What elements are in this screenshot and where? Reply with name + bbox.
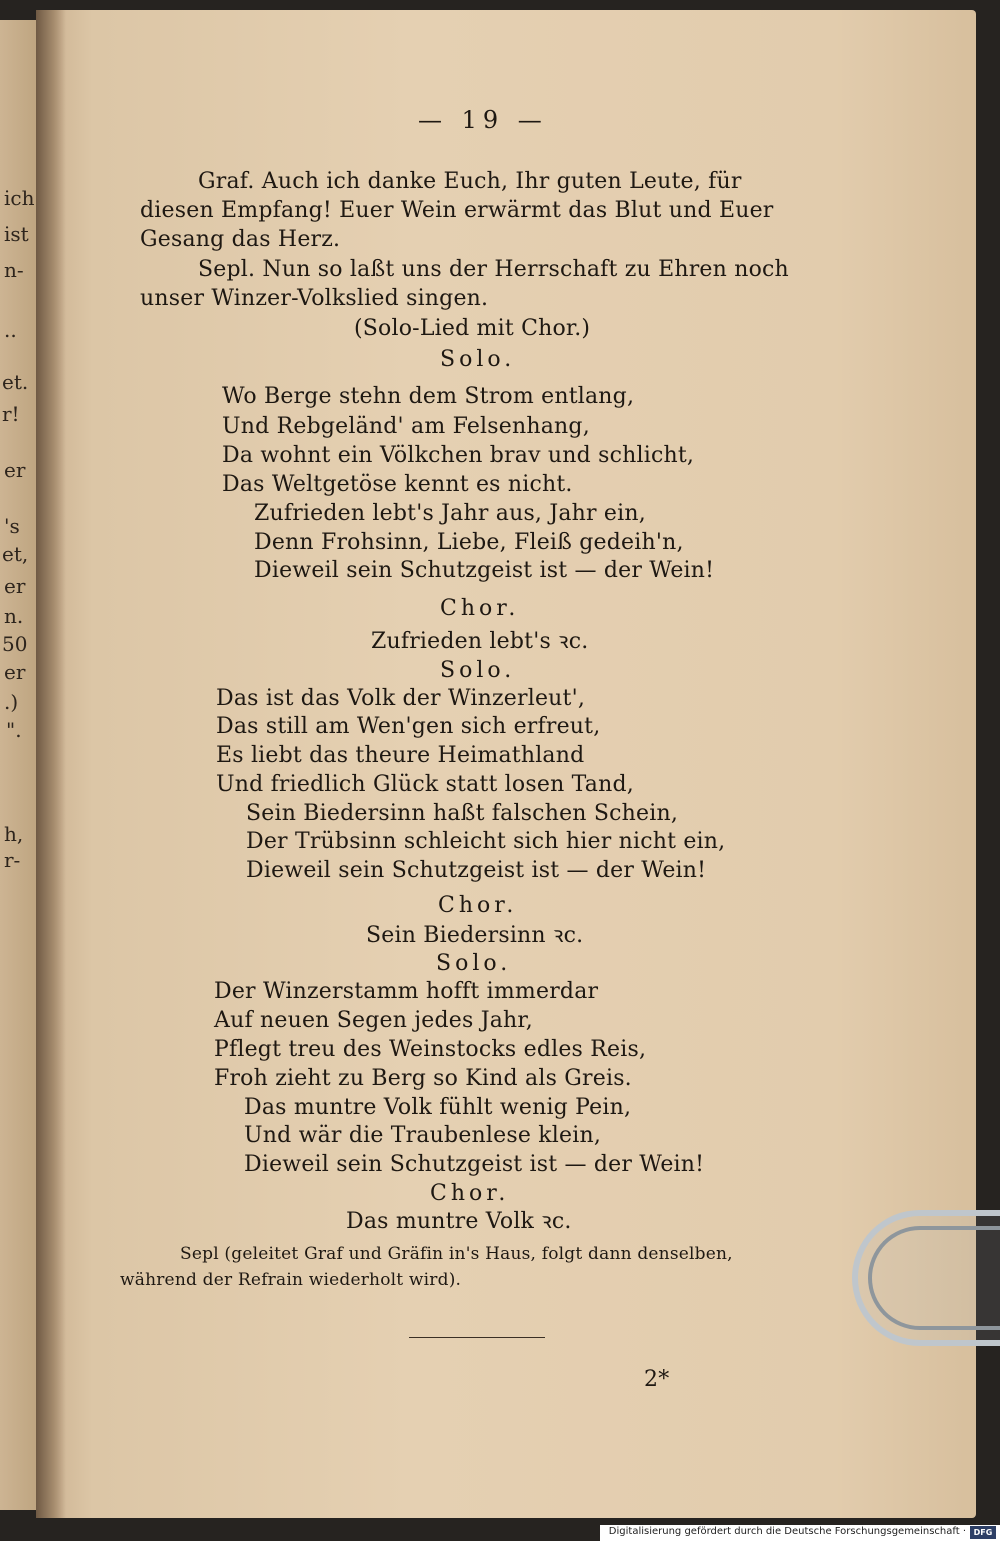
- verse-line: Und wär die Traubenlese klein,: [244, 1123, 602, 1148]
- section-label: Solo.: [436, 951, 512, 976]
- signature-mark: 2*: [644, 1367, 670, 1392]
- facing-page-fragment: ..: [4, 318, 17, 342]
- verse-line: Da wohnt ein Völkchen brav und schlicht,: [222, 443, 695, 468]
- paper-clip-inner: [868, 1226, 1000, 1330]
- verse-line: Und Rebgeländ' am Felsenhang,: [222, 414, 590, 439]
- verse-line: Das muntre Volk fühlt wenig Pein,: [244, 1095, 632, 1120]
- facing-page-strip: [0, 20, 40, 1510]
- verse-line: Dieweil sein Schutzgeist ist — der Wein!: [244, 1152, 705, 1177]
- refrain-line: Zufrieden lebt's ꝛc.: [371, 629, 589, 654]
- facing-page-fragment: 50: [2, 632, 28, 656]
- facing-page-fragment: r-: [4, 848, 21, 872]
- facing-page-fragment: er: [4, 574, 26, 598]
- verse-line: Das ist das Volk der Winzerleut',: [216, 686, 586, 711]
- verse-line: Und friedlich Glück statt losen Tand,: [216, 772, 634, 797]
- verse-line: Sein Biedersinn haßt falschen Schein,: [246, 801, 679, 826]
- facing-page-fragment: .): [4, 690, 19, 714]
- verse-line: Das Weltgetöse kennt es nicht.: [222, 472, 573, 497]
- section-label: Chor.: [430, 1181, 510, 1206]
- facing-page-fragment: er: [4, 458, 26, 482]
- text-line: Graf. Auch ich danke Euch, Ihr guten Leute, für: [198, 169, 742, 194]
- facing-page-fragment: er: [4, 660, 26, 684]
- section-label: Solo.: [440, 658, 516, 683]
- facing-page-fragment: ist: [4, 222, 29, 246]
- verse-line: Froh zieht zu Berg so Kind als Greis.: [214, 1066, 632, 1091]
- stage-direction: während der Refrain wiederholt wird).: [120, 1270, 462, 1290]
- text-line: Sepl. Nun so laßt uns der Herrschaft zu Ehren noch: [198, 257, 789, 282]
- facing-page-fragment: ".: [6, 718, 22, 742]
- facing-page-fragment: 's: [4, 514, 20, 538]
- facing-page-fragment: n.: [4, 604, 24, 628]
- verse-line: Zufrieden lebt's Jahr aus, Jahr ein,: [254, 501, 646, 526]
- verse-line: Auf neuen Segen jedes Jahr,: [214, 1008, 533, 1033]
- stage-direction: (Solo-Lied mit Chor.): [354, 316, 591, 341]
- refrain-line: Sein Biedersinn ꝛc.: [366, 923, 584, 948]
- section-label: Chor.: [438, 893, 518, 918]
- section-label: Solo.: [440, 347, 516, 372]
- facing-page-fragment: n-: [4, 258, 24, 282]
- dfg-logo: DFG: [970, 1526, 996, 1539]
- verse-line: Denn Frohsinn, Liebe, Fleiß gedeih'n,: [254, 530, 684, 555]
- text-line: Gesang das Herz.: [140, 227, 341, 252]
- verse-line: Es liebt das theure Heimathland: [216, 743, 585, 768]
- facing-page-fragment: ich: [4, 186, 35, 210]
- verse-line: Wo Berge stehn dem Strom entlang,: [222, 384, 635, 409]
- page-gutter-shadow: [36, 10, 66, 1518]
- verse-line: Das still am Wen'gen sich erfreut,: [216, 714, 601, 739]
- verse-line: Der Winzerstamm hofft immerdar: [214, 979, 599, 1004]
- section-label: Chor.: [440, 596, 520, 621]
- page-number: — 19 —: [418, 106, 548, 134]
- facing-page-fragment: et.: [2, 370, 29, 394]
- verse-line: Pflegt treu des Weinstocks edles Reis,: [214, 1037, 647, 1062]
- text-line: unser Winzer-Volkslied singen.: [140, 286, 489, 311]
- stage-direction: Sepl (geleitet Graf und Gräfin in's Haus, folgt dann denselben,: [180, 1244, 733, 1264]
- facing-page-fragment: r!: [2, 402, 20, 426]
- text-line: diesen Empfang! Euer Wein erwärmt das Blut und Euer: [140, 198, 774, 223]
- digitization-footer: [600, 1525, 1000, 1541]
- facing-page-fragment: h,: [4, 822, 24, 846]
- facing-page-fragment: et,: [2, 542, 29, 566]
- closing-rule: [409, 1337, 545, 1338]
- verse-line: Der Trübsinn schleicht sich hier nicht ein,: [246, 829, 726, 854]
- funding-credit: Digitalisierung gefördert durch die Deutsche Forschungsgemeinschaft ·: [608, 1526, 966, 1537]
- refrain-line: Das muntre Volk ꝛc.: [346, 1209, 572, 1234]
- verse-line: Dieweil sein Schutzgeist ist — der Wein!: [254, 558, 715, 583]
- verse-line: Dieweil sein Schutzgeist ist — der Wein!: [246, 858, 707, 883]
